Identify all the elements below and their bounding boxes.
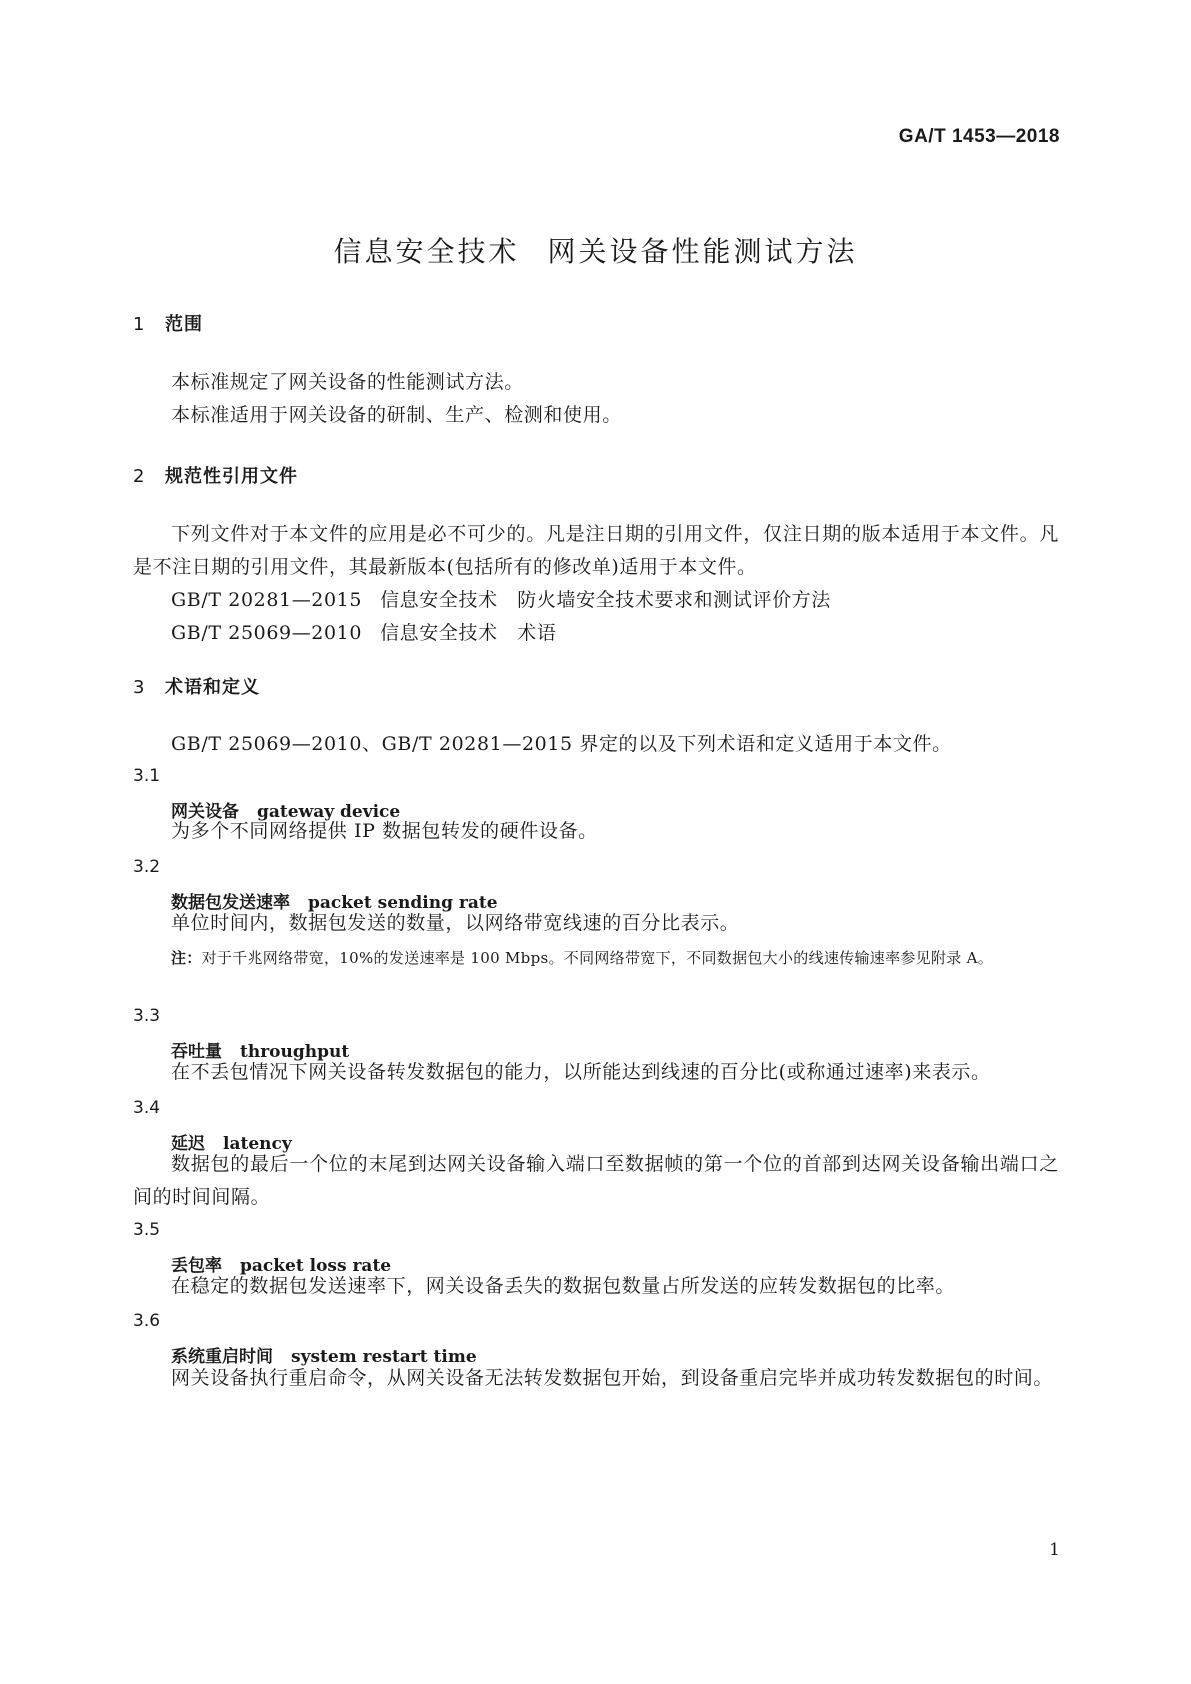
section-title: 术语和定义: [165, 677, 260, 698]
term-cn: 系统重启时间: [171, 1347, 273, 1367]
section-title: 范围: [165, 314, 203, 335]
section-title: 规范性引用文件: [165, 466, 298, 487]
document-title: [0, 230, 1191, 270]
term-number: 3.1: [133, 766, 161, 786]
section-1-heading: [133, 310, 1059, 336]
term-definition: 在不丢包情况下网关设备转发数据包的能力，以所能达到线速的百分比(或称通过速率)来表示。: [171, 1061, 991, 1083]
section-2-body: [133, 518, 1059, 650]
standard-code: GA/T 1453—2018: [898, 126, 1060, 147]
term-note: [133, 945, 1059, 972]
reference-title: 信息安全技术 防火墙安全技术要求和测试评价方法: [380, 589, 831, 611]
paragraph: 本标准适用于网关设备的研制、生产、检测和使用。: [171, 404, 622, 426]
section-number: 2: [133, 466, 146, 487]
term-en: latency: [223, 1134, 292, 1154]
reference-code: GB/T 20281—2015: [171, 589, 363, 611]
term-number: 3.5: [133, 1220, 161, 1240]
title-part-1: 信息安全技术: [333, 235, 520, 268]
page-number: 1: [1049, 1540, 1060, 1560]
section-2-heading: [133, 462, 1059, 488]
term-definition: 为多个不同网络提供 IP 数据包转发的硬件设备。: [171, 820, 598, 842]
term-cn: 吞吐量: [171, 1042, 222, 1062]
section-number: 3: [133, 677, 146, 698]
term-number: 3.4: [133, 1098, 161, 1118]
paragraph: 本标准规定了网关设备的性能测试方法。: [171, 371, 524, 393]
term-cn: 网关设备: [171, 802, 239, 822]
term-definition: 单位时间内，数据包发送的数量，以网络带宽线速的百分比表示。: [171, 912, 740, 934]
paragraph: 下列文件对于本文件的应用是必不可少的。凡是注日期的引用文件，仅注日期的版本适用于本文件。凡是不注日期的引用文件，其最新版本(包括所有的修改单)适用于本文件。: [133, 523, 1059, 578]
reference-title: 信息安全技术 术语: [380, 622, 557, 644]
term-en: throughput: [240, 1042, 350, 1062]
term-cn: 延迟: [171, 1134, 205, 1154]
section-number: 1: [133, 314, 146, 335]
term-definition: 网关设备执行重启命令，从网关设备无法转发数据包开始，到设备重启完毕并成功转发数据包的时间。: [171, 1367, 1054, 1389]
title-part-2: 网关设备性能测试方法: [547, 235, 858, 268]
term-cn: 丢包率: [171, 1256, 222, 1276]
term-en: system restart time: [291, 1347, 477, 1367]
term-number: 3.6: [133, 1311, 161, 1331]
reference-code: GB/T 25069—2010: [171, 622, 363, 644]
note-label: 注：: [171, 949, 202, 967]
term-number: 3.2: [133, 857, 161, 877]
term-definition: 在稳定的数据包发送速率下，网关设备丢失的数据包数量占所发送的应转发数据包的比率。: [171, 1275, 956, 1297]
term-number: 3.3: [133, 1006, 161, 1026]
term-en: packet loss rate: [240, 1256, 392, 1276]
term-definition: 数据包的最后一个位的末尾到达网关设备输入端口至数据帧的第一个位的首部到达网关设备输出端口之间的时间间隔。: [133, 1153, 1059, 1208]
term-en: gateway device: [257, 802, 401, 822]
section-3-intro: [133, 728, 1059, 761]
reference-item: [133, 584, 1059, 617]
reference-item: [133, 617, 1059, 650]
section-3-heading: [133, 673, 1059, 699]
section-1-body: [133, 366, 1059, 432]
term-cn: 数据包发送速率: [171, 893, 290, 913]
paragraph: GB/T 25069—2010、GB/T 20281—2015 界定的以及下列术语和定义适用于本文件。: [171, 733, 952, 755]
note-text: 对于千兆网络带宽，10%的发送速率是 100 Mbps。不同网络带宽下，不同数据包大小的线速传输速率参见附录 A。: [201, 949, 994, 967]
term-en: packet sending rate: [308, 893, 498, 913]
